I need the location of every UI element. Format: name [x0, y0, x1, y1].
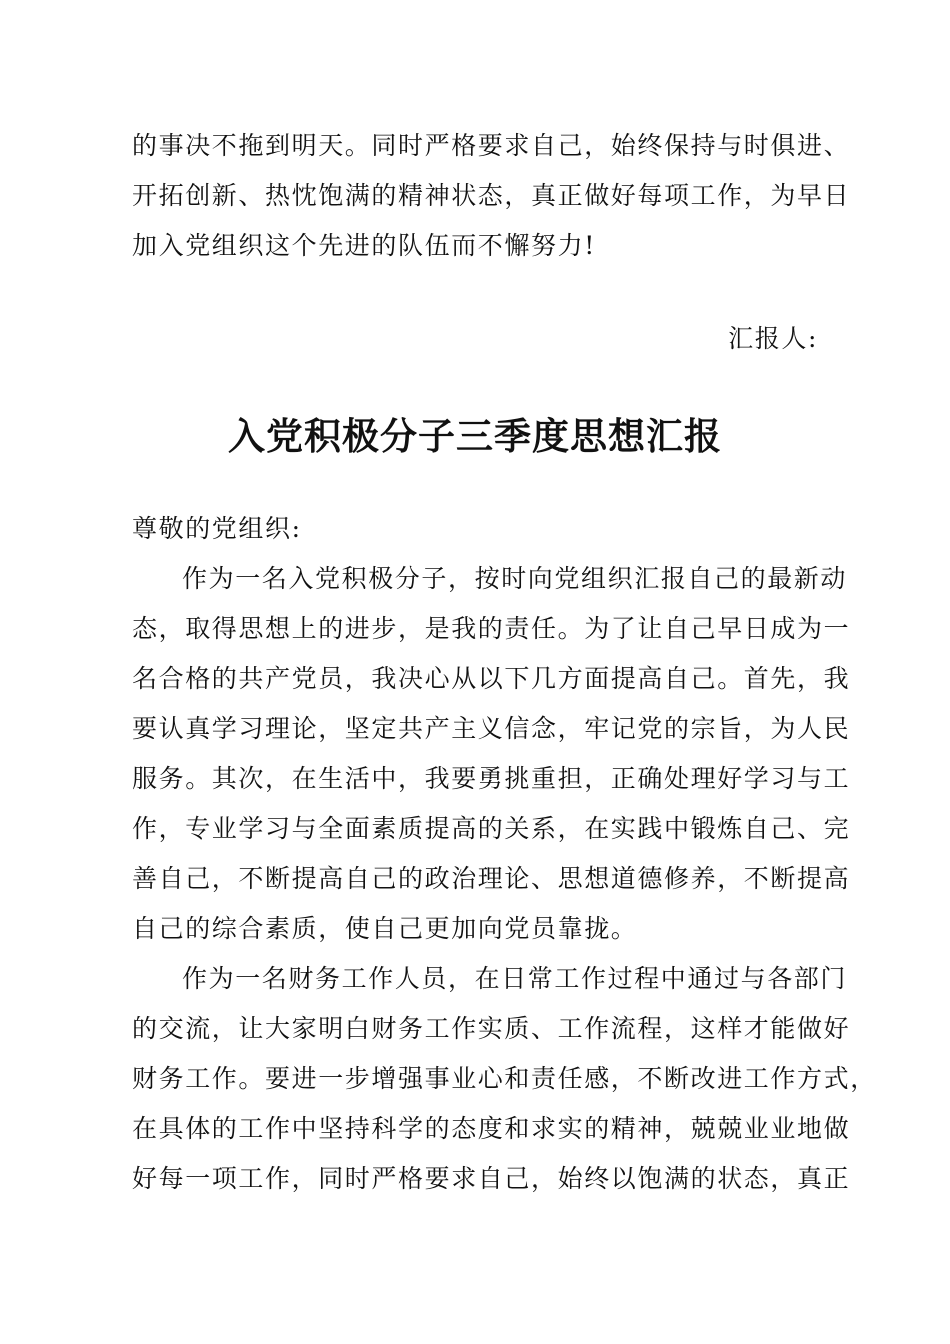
text-line: 作，专业学习与全面素质提高的关系，在实践中锻炼自己、完 — [132, 814, 851, 843]
text-line: 要认真学习理论，坚定共产主义信念，牢记党的宗旨，为人民 — [132, 714, 851, 743]
paragraph-1 — [132, 554, 851, 954]
text-line: 态，取得思想上的进步，是我的责任。为了让自己早日成为一 — [132, 614, 851, 643]
text-line: 作为一名财务工作人员，在日常工作过程中通过与各部门 — [182, 964, 848, 993]
salutation — [132, 504, 832, 554]
text-line: 善自己，不断提高自己的政治理论、思想道德修养，不断提高 — [132, 864, 851, 893]
text-line: 的事决不拖到明天。同时严格要求自己，始终保持与时俱进、 — [132, 131, 851, 160]
text-line: 财务工作。要进一步增强事业心和责任感，不断改进工作方式， — [132, 1064, 877, 1093]
text-line: 服务。其次，在生活中，我要勇挑重担，正确处理好学习与工 — [132, 764, 851, 793]
salutation-text: 尊敬的党组织: — [132, 514, 302, 543]
text-line: 作为一名入党积极分子，按时向党组织汇报自己的最新动 — [182, 564, 848, 593]
text-line: 名合格的共产党员，我决心从以下几方面提高自己。首先，我 — [132, 664, 851, 693]
text-line: 在具体的工作中坚持科学的态度和求实的精神，兢兢业业地做 — [132, 1114, 851, 1143]
text-line: 好每一项工作，同时严格要求自己，始终以饱满的状态，真正 — [132, 1164, 851, 1193]
text-line: 自己的综合素质，使自己更加向党员靠拢。 — [132, 914, 638, 943]
text-line: 的交流，让大家明白财务工作实质、工作流程，这样才能做好 — [132, 1014, 851, 1043]
text-line: 加入党组织这个先进的队伍而不懈努力! — [132, 231, 596, 260]
paragraph-2 — [132, 954, 877, 1204]
document-title: 入党积极分子三季度思想汇报 — [228, 414, 722, 458]
signature-label: 汇报人: — [728, 324, 818, 353]
continuation-paragraph — [132, 121, 851, 271]
text-line: 开拓创新、热忱饱满的精神状态，真正做好每项工作，为早日 — [132, 181, 851, 210]
